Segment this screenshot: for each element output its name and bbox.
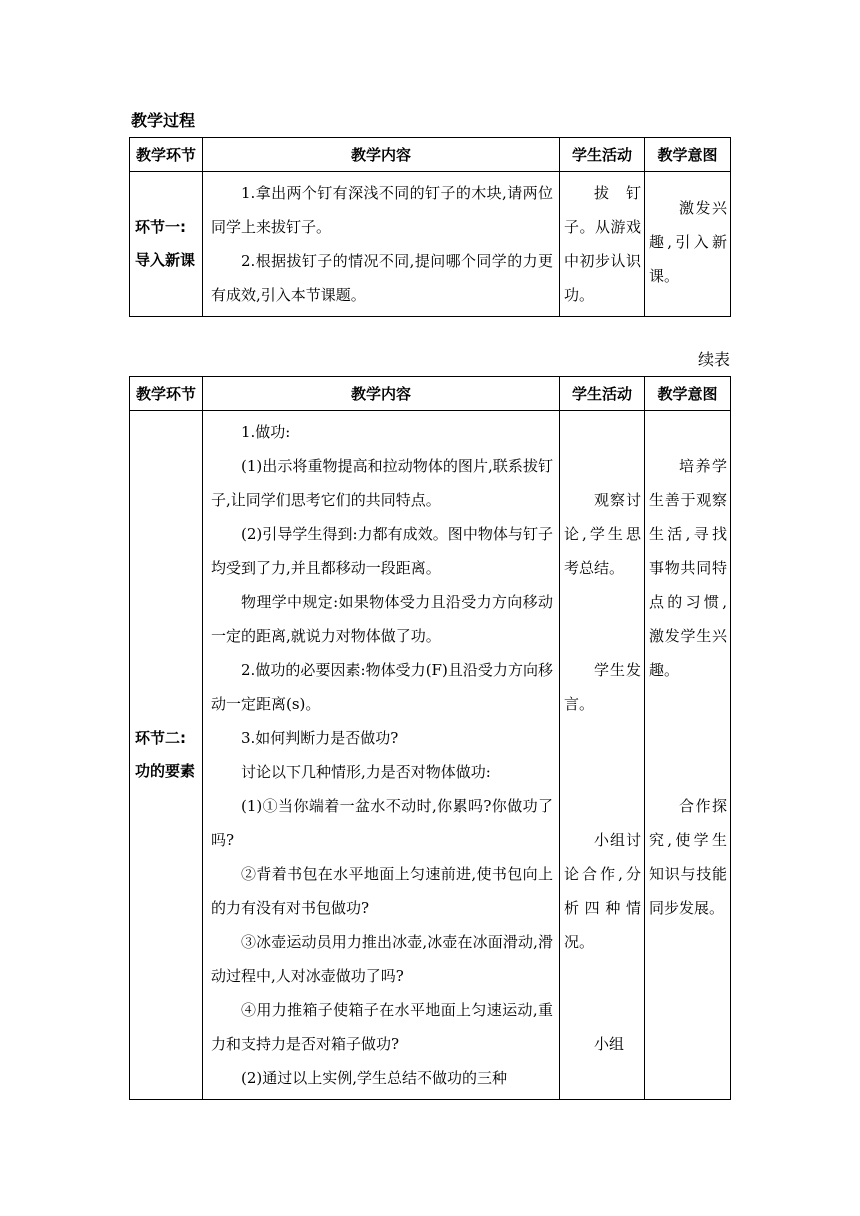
content-paragraph: ②背着书包在水平地面上匀速前进,使书包向上的力有没有对书包做功?	[211, 865, 553, 917]
intent-text: 激发兴趣,引入新课。	[649, 199, 727, 285]
activity-text: 小组讨论合作,分析四种情况。	[564, 831, 641, 951]
teaching-process-table-continued	[129, 376, 731, 1100]
activity-text: 拔钉子。从游戏中初步认识功。	[564, 184, 641, 304]
table-row	[130, 411, 731, 1100]
content-paragraph: 2.做功的必要因素:物体受力(F)且沿受力方向移动一定距离(s)。	[211, 661, 553, 713]
header-activity: 学生活动	[560, 377, 645, 411]
student-activity	[560, 172, 645, 317]
content-paragraph: 物理学中规定:如果物体受力且沿受力方向移动一定的距离,就说力对物体做了功。	[211, 593, 553, 645]
table-header-row	[130, 377, 731, 411]
stage-name: 环节一:导入新课	[130, 172, 203, 317]
student-activity	[560, 411, 645, 1100]
header-content: 教学内容	[203, 377, 560, 411]
activity-text: 学生发言。	[564, 661, 641, 713]
teaching-content	[203, 172, 560, 317]
teaching-intent	[645, 411, 731, 1100]
header-content: 教学内容	[203, 138, 560, 172]
intent-text: 合作探究,使学生知识与技能同步发展。	[649, 797, 727, 917]
table-header-row	[130, 138, 731, 172]
stage-name: 环节二:功的要素	[130, 411, 203, 1100]
content-paragraph: (2)引导学生得到:力都有成效。图中物体与钉子均受到了力,并且都移动一段距离。	[211, 525, 553, 577]
content-paragraph: 讨论以下几种情形,力是否对物体做功:	[241, 763, 491, 781]
teaching-intent	[645, 172, 731, 317]
content-paragraph: ④用力推箱子使箱子在水平地面上匀速运动,重力和支持力是否对箱子做功?	[211, 1001, 553, 1053]
intent-text: 培养学生善于观察生活,寻找事物共同特点的习惯,激发学生兴趣。	[649, 457, 727, 679]
content-paragraph: (1)①当你端着一盆水不动时,你累吗?你做功了吗?	[211, 797, 553, 849]
content-paragraph: (2)通过以上实例,学生总结不做功的三种	[241, 1069, 508, 1087]
content-paragraph: 3.如何判断力是否做功?	[241, 729, 399, 747]
header-stage: 教学环节	[130, 377, 203, 411]
section-title: 教学过程	[131, 111, 196, 130]
header-intent: 教学意图	[645, 377, 731, 411]
teaching-process-table	[129, 137, 731, 317]
activity-text: 小组	[594, 1035, 625, 1053]
content-paragraph: (1)出示将重物提高和拉动物体的图片,联系拔钉子,让同学们思考它们的共同特点。	[211, 457, 553, 509]
header-intent: 教学意图	[645, 138, 731, 172]
continued-label: 续表	[697, 350, 730, 369]
content-paragraph: 2.根据拔钉子的情况不同,提问哪个同学的力更有成效,引入本节课题。	[211, 252, 553, 304]
content-paragraph: 1.拿出两个钉有深浅不同的钉子的木块,请两位同学上来拔钉子。	[211, 184, 553, 236]
teaching-content	[203, 411, 560, 1100]
table-row	[130, 172, 731, 317]
activity-text: 观察讨论,学生思考总结。	[564, 491, 641, 577]
header-stage: 教学环节	[130, 138, 203, 172]
content-paragraph: 1.做功:	[241, 423, 291, 441]
header-activity: 学生活动	[560, 138, 645, 172]
content-paragraph: ③冰壶运动员用力推出冰壶,冰壶在冰面滑动,滑动过程中,人对冰壶做功了吗?	[211, 933, 553, 985]
